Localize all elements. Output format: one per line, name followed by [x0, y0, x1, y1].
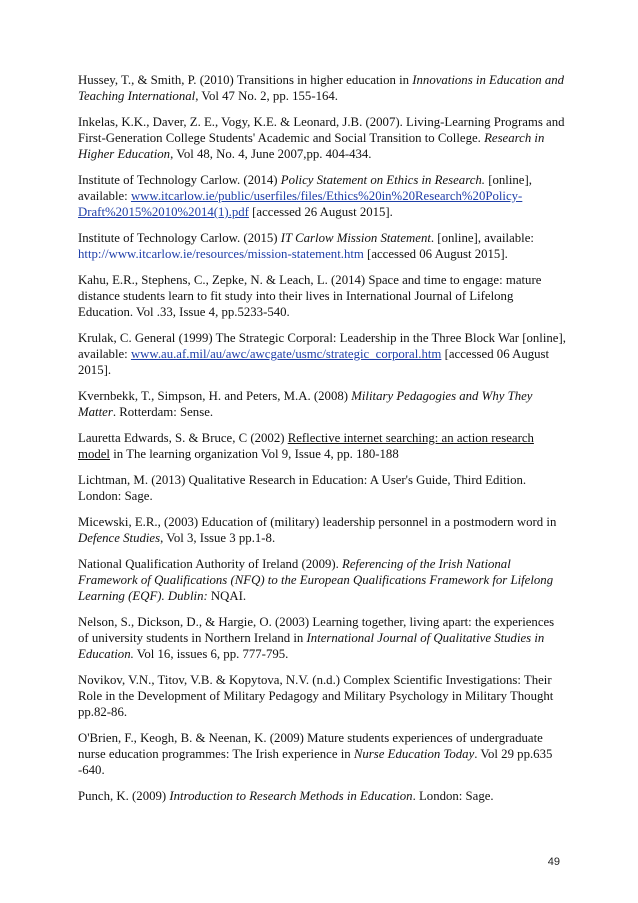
reference-text: . Rotterdam: Sense.	[112, 405, 214, 419]
reference-url-link[interactable]: http://www.itcarlow.ie/resources/mission-statement.htm	[78, 247, 364, 261]
reference-text: [accessed 06 August 2015].	[78, 347, 550, 377]
reference-text: [online], available:	[78, 173, 532, 203]
reference-italic-title: International Journal of Qualitative Studies in Education.	[78, 631, 545, 661]
reference-text: Punch, K. (2009)	[78, 789, 170, 803]
reference-text: Hussey, T., & Smith, P. (2010) Transitions in higher education in	[78, 73, 413, 87]
reference-entry	[78, 472, 566, 504]
reference-entry	[78, 388, 566, 420]
reference-text: NQAI.	[207, 589, 247, 603]
reference-url-link[interactable]: www.au.af.mil/au/awc/awcgate/usmc/strategic_corporal.htm	[130, 347, 442, 361]
reference-entry	[78, 514, 566, 546]
reference-text: [accessed 06 August 2015].	[363, 247, 508, 261]
reference-text: in The learning organization Vol 9, Issue 4, pp. 180-188	[110, 447, 399, 461]
reference-entry	[78, 114, 566, 162]
reference-underlined-title: Reflective internet searching: an action research model	[78, 431, 534, 461]
reference-text: , Vol 3, Issue 3 pp.1-8.	[160, 531, 276, 545]
reference-text: Lichtman, M. (2013) Qualitative Research in Education: A User's Guide, Third Edition. London: Sage.	[78, 473, 527, 503]
reference-entry	[78, 614, 566, 662]
reference-italic-title: Introduction to Research Methods in Education	[169, 789, 413, 803]
reference-entry	[78, 172, 566, 220]
reference-text: . London: Sage.	[412, 789, 494, 803]
reference-url-link[interactable]: www.itcarlow.ie/public/userfiles/files/Ethics%20in%20Research%20Policy-Draft%2015%2010%2014(1).pdf	[78, 189, 523, 219]
reference-text: National Qualification Authority of Ireland (2009).	[78, 557, 343, 571]
reference-text: Institute of Technology Carlow. (2015)	[78, 231, 281, 245]
reference-italic-title: Policy Statement on Ethics in Research.	[280, 173, 485, 187]
reference-text: . Vol 29 pp.635 -640.	[78, 747, 553, 777]
reference-entry	[78, 330, 566, 378]
reference-text: [accessed 26 August 2015].	[248, 205, 393, 219]
reference-entry	[78, 430, 566, 462]
reference-text: Vol 16, issues 6, pp. 777-795.	[133, 647, 289, 661]
reference-entry	[78, 730, 566, 778]
reference-text: Inkelas, K.K., Daver, Z. E., Vogy, K.E. & Leonard, J.B. (2007). Living-Learning Programs and First-Generation College Students' Academic and Social Transition to College.	[78, 115, 565, 145]
reference-text: Krulak, C. General (1999) The Strategic Corporal: Leadership in the Three Block War [online], available:	[78, 331, 566, 361]
reference-text: Kahu, E.R., Stephens, C., Zepke, N. & Leach, L. (2014) Space and time to engage: mature distance students learn to fit study into their lives in International Journal of Lifelong Education. Vol .33, Issue 4, pp.5233-540.	[78, 273, 542, 319]
reference-text: O'Brien, F., Keogh, B. & Neenan, K. (2009) Mature students experiences of undergraduate nurse education programmes: The Irish experience in	[78, 731, 543, 761]
reference-entry	[78, 272, 566, 320]
reference-italic-title: Innovations in Education and Teaching International	[78, 73, 565, 103]
page-number: 49	[547, 856, 560, 868]
reference-text: Nelson, S., Dickson, D., & Hargie, O. (2003) Learning together, living apart: the experiences of university students in Northern Ireland in	[78, 615, 555, 645]
reference-entry	[78, 788, 566, 804]
reference-italic-title: Research in Higher Education	[78, 131, 545, 161]
reference-text: Institute of Technology Carlow. (2014)	[78, 173, 281, 187]
reference-text: Novikov, V.N., Titov, V.B. & Kopytova, N.V. (n.d.) Complex Scientific Investigations: Their Role in the Development of Military Pedagogy and Military Psychology in Military Thought pp.82-86.	[78, 673, 554, 719]
reference-italic-title: Military Pedagogies and Why They Matter	[78, 389, 533, 419]
reference-entry	[78, 556, 566, 604]
reference-text: , Vol 48, No. 4, June 2007,pp. 404-434.	[170, 147, 372, 161]
reference-italic-title: Nurse Education Today	[353, 747, 475, 761]
reference-text: Lauretta Edwards, S. & Bruce, C (2002)	[78, 431, 288, 445]
reference-italic-title: Referencing of the Irish National Framework of Qualifications (NFQ) to the European Qualifications Framework for Lifelong Learning (EQF). Dublin:	[78, 557, 554, 603]
reference-italic-title: Defence Studies	[78, 531, 161, 545]
reference-entry	[78, 230, 566, 262]
reference-text: . [online], available:	[430, 231, 534, 245]
reference-entry	[78, 72, 566, 104]
reference-list	[78, 72, 566, 814]
reference-italic-title: IT Carlow Mission Statement	[280, 231, 431, 245]
reference-text: Kvernbekk, T., Simpson, H. and Peters, M.A. (2008)	[78, 389, 352, 403]
reference-entry	[78, 672, 566, 720]
reference-text: , Vol 47 No. 2, pp. 155-164.	[195, 89, 338, 103]
reference-text: Micewski, E.R., (2003) Education of (military) leadership personnel in a postmodern word in	[78, 515, 557, 529]
